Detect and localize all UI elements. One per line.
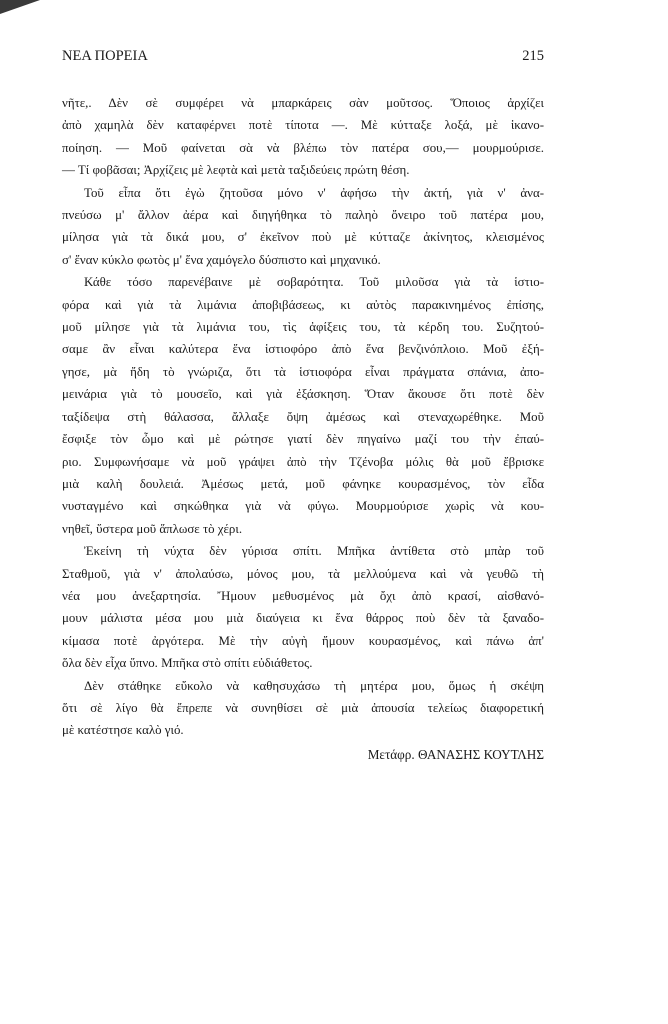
- text-line: γησε, μὰ ἤδη τὸ γνώριζα, ὅτι τὰ ἱστιοφόρα εἶναι πράγματα σπάνια, ἀπο-: [62, 364, 544, 379]
- text-line: φόρα καὶ γιὰ τὰ λιμάνια ἀποβιβάσεως, κι αὐτὸς παρακινημένος ἐπίσης,: [62, 297, 544, 312]
- text-line: ἀπὸ χαμηλὰ δὲν καταφέρνει ποτὲ τίποτα —. Μὲ κύτταξε λοξά, μὲ ἱκανο-: [62, 118, 544, 133]
- text-line: Σταθμοῦ, γιὰ ν' ἀπολαύσω, μόνος μου, τὰ μελλούμενα καὶ νὰ γευθῶ τὴ: [62, 566, 544, 581]
- text-line: πνεύσω μ' ἄλλον ἀέρα καὶ διηγήθηκα τὸ παληὸ ὄνειρο τοῦ πατέρα μου,: [62, 208, 544, 223]
- text-line: νῆτε,. Δὲν σὲ συμφέρει νὰ μπαρκάρεις σὰν μοῦτσος. Ὅποιος ἀρχίζει: [62, 96, 544, 110]
- text-line: ριο. Συμφωνήσαμε νὰ μοῦ γράψει ἀπὸ τὴν Τζένοβα μόλις θὰ μοῦ ἔβρισκε: [62, 454, 544, 469]
- text-line: μουν μάλιστα μέσα μου μιὰ διαύγεια κι ἕνα θάρρος ποὺ δὲν τὰ ξαναδο-: [62, 611, 544, 626]
- text-line: ἔσφιξε τὸν ὦμο καὶ μὲ ρώτησε γιατί δὲν πηγαίνω μαζί του τὴν ἐπαύ-: [62, 432, 544, 447]
- text-line: ὅτι σὲ λίγο θὰ ἔπρεπε νὰ συνηθίσει σὲ μιὰ ἀπουσία τελείως διαφορετική: [62, 700, 544, 715]
- text-line: μεινάρια γιὰ τὸ μουσεῖο, καὶ γιὰ ἐξάσκηση. Ὅταν ἄκουσε ὅτι ποτὲ δὲν: [62, 387, 544, 402]
- text-line: Τοῦ εἶπα ὅτι ἐγὼ ζητοῦσα μόνο ν' ἀφήσω τὴν ἀκτή, γιὰ ν' ἀνα-: [84, 185, 544, 200]
- text-line: μὲ κατέστησε καλὸ γιό.: [62, 723, 184, 738]
- text-line: μιὰ καλὴ δουλειά. Ἀμέσως μετά, μοῦ φάνηκε κουρασμένος, τὸν εἶδα: [62, 476, 544, 491]
- text-line: — Τί φοβᾶσαι; Ἀρχίζεις μὲ λεφτὰ καὶ μετὰ ταξιδεύεις πρώτη θέση.: [62, 163, 410, 178]
- text-line: σ' ἕναν κύκλο φωτὸς μ' ἕνα χαμόγελο δύσπιστο καὶ μηχανικό.: [62, 252, 381, 267]
- text-line: ὅλα δὲν εἶχα ὕπνο. Μπῆκα στὸ σπίτι εὐδιάθετος.: [62, 656, 313, 671]
- running-head: [62, 48, 544, 70]
- book-page: [62, 48, 544, 766]
- text-line: νυσταγμένο καὶ σηκώθηκα γιὰ νὰ φύγω. Μουρμούρισε χωρὶς νὰ κου-: [62, 499, 544, 514]
- text-line: μίλησα γιὰ τὰ δικά μου, σ' ἐκεῖνον ποὺ μὲ κύτταζε ἀκίνητος, κλεισμένος: [62, 230, 544, 245]
- text-line: Ἐκείνη τὴ νύχτα δὲν γύρισα σπίτι. Μπῆκα ἀντίθετα στὸ μπὰρ τοῦ: [84, 544, 544, 559]
- text-line: σαμε ἂν εἶναι καλύτερα ἕνα ἱστιοφόρο ἀπὸ ἕνα βενζινόπλοιο. Μοῦ ἐξή-: [62, 342, 544, 357]
- scan-corner-shadow: [0, 0, 40, 14]
- text-line: Δὲν στάθηκε εὔκολο νὰ καθησυχάσω τὴ μητέρα μου, ὅμως ἡ σκέψη: [84, 678, 544, 693]
- body-text: [62, 92, 544, 742]
- page-number: 215: [522, 48, 544, 64]
- text-line: κίμασα ποτὲ ἀργότερα. Μὲ τὴν αὐγὴ ἤμουν κουρασμένος, καὶ πάνω ἀπ': [62, 633, 544, 648]
- translator-credit: Μετάφρ. ΘΑΝΑΣΗΣ ΚΟΥΤΛΗΣ: [367, 746, 544, 762]
- journal-title: ΝΕΑ ΠΟΡΕΙΑ: [62, 48, 148, 64]
- text-line: μοῦ μίλησε γιὰ τὰ λιμάνια του, τὶς ἀφίξεις του, τὰ κέρδη του. Συζητού-: [62, 320, 544, 335]
- text-line: νέα μου ἀνεξαρτησία. Ἤμουν μεθυσμένος μὰ ὄχι ἀπὸ κρασί, αἰσθανό-: [62, 588, 544, 603]
- text-line: Κάθε τόσο παρενέβαινε μὲ σοβαρότητα. Τοῦ μιλοῦσα γιὰ τὰ ἱστιο-: [84, 275, 544, 290]
- text-line: ταξίδεψα στὴ θάλασσα, ἄλλαξε ὄψη ἀμέσως καὶ στεναχωρέθηκε. Μοῦ: [62, 409, 544, 424]
- text-line: ποίηση. — Μοῦ φαίνεται σὰ νὰ βλέπω τὸν πατέρα σου,— μουρμούρισε.: [62, 140, 544, 155]
- text-line: νηθεῖ, ὕστερα μοῦ ἅπλωσε τὸ χέρι.: [62, 521, 243, 536]
